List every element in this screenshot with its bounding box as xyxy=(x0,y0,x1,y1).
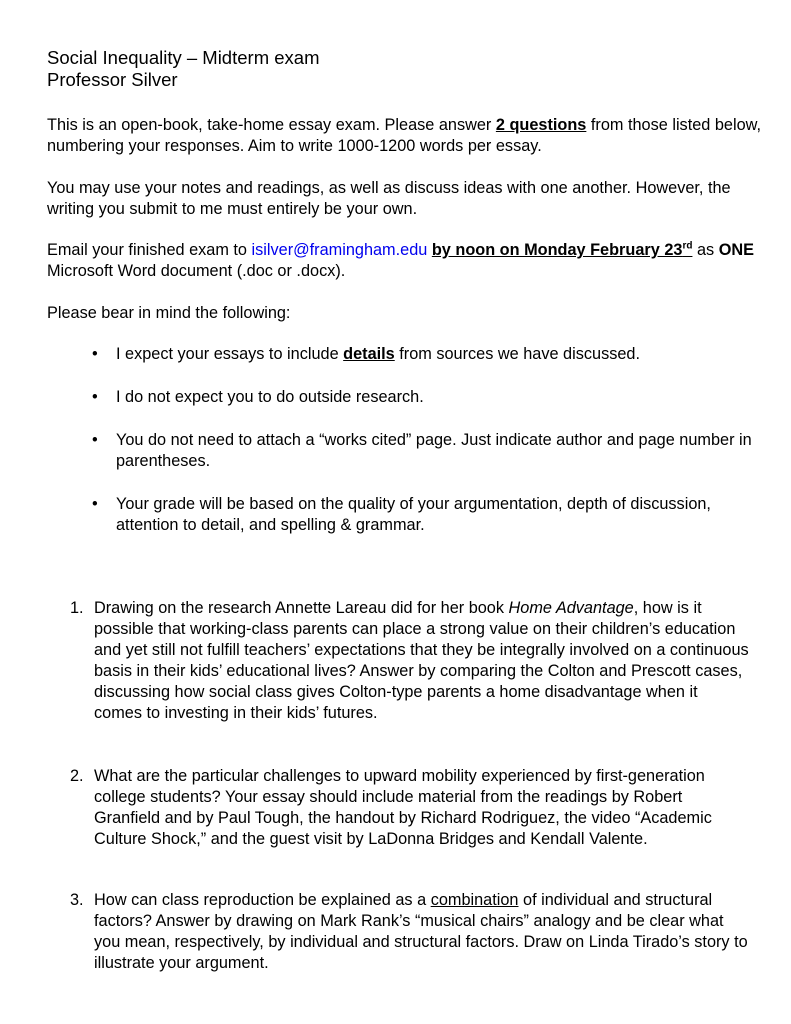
bullet-text: I do not expect you to do outside research. xyxy=(116,388,424,406)
deadline-emphasis xyxy=(432,241,693,259)
email-link[interactable]: isilver@framingham.edu xyxy=(251,241,428,259)
document-header xyxy=(47,47,319,91)
guidelines-list xyxy=(92,344,762,558)
guidelines-intro: Please bear in mind the following: xyxy=(47,304,291,322)
bullet-text: Your grade will be based on the quality of your argumentation, depth of discussion, attention to detail, and spelling & grammar. xyxy=(116,495,711,534)
intro-paragraph-1 xyxy=(47,115,767,157)
question-number: 1. xyxy=(70,599,84,617)
submission-paragraph xyxy=(47,240,767,282)
intro-text: This is an open-book, take-home essay exam. Please answer xyxy=(47,116,496,134)
deadline-text: by noon on Monday February 23 xyxy=(431,241,683,259)
question-count-emphasis: 2 questions xyxy=(495,116,587,134)
details-emphasis: details xyxy=(343,345,395,363)
question-1 xyxy=(70,598,750,724)
bullet-icon: • xyxy=(92,345,98,363)
intro-paragraph-2: You may use your notes and readings, as well as discuss ideas with one another. However, the writing you submit to me must entirely be your own. xyxy=(47,179,731,218)
submission-text: as xyxy=(692,241,719,259)
question-text: What are the particular challenges to upward mobility experienced by first-generation college students? Your essay should include material from the readings by Robert Granfield and by Paul Tough, the handout by Richard Rodriguez, the video “Academic Culture Shock,” and the guest visit by LaDonna Bridges and Kendall Valente. xyxy=(94,767,712,848)
intro-text: from those listed below, numbering your responses. Aim to write 1000-1200 words per essay. xyxy=(47,116,762,155)
document-author: Professor Silver xyxy=(47,69,178,90)
book-title: Home Advantage xyxy=(508,599,634,617)
one-emphasis: ONE xyxy=(718,241,754,259)
question-text: , how is it possible that working-class parents can place a strong value on their children’s education and yet still not fulfill teachers’ expectations that they be integrally involved on a continuous basis in their kids’ educational lives? Answer by comparing the Colton and Prescott cases, discussing how social class gives Colton-type parents a home disadvantage when it comes to investing in their kids’ futures. xyxy=(94,599,749,722)
ordinal-suffix: rd xyxy=(682,240,693,252)
combination-emphasis: combination xyxy=(430,891,519,909)
submission-text: Microsoft Word document (.doc or .docx). xyxy=(47,262,346,280)
question-text: How can class reproduction be explained as a xyxy=(94,891,431,909)
bullet-icon: • xyxy=(92,431,98,449)
document-title: Social Inequality – Midterm exam xyxy=(47,47,320,68)
question-number: 3. xyxy=(70,891,84,909)
bullet-text: I expect your essays to include xyxy=(116,345,344,363)
question-2 xyxy=(70,766,750,850)
list-item xyxy=(92,494,762,536)
submission-text: Email your finished exam to xyxy=(47,241,252,259)
list-item xyxy=(92,430,762,472)
bullet-text: from sources we have discussed. xyxy=(394,345,640,363)
list-item xyxy=(92,344,762,365)
question-text: Drawing on the research Annette Lareau did for her book xyxy=(94,599,509,617)
bullet-text: You do not need to attach a “works cited” page. Just indicate author and page number in parentheses. xyxy=(116,431,752,470)
question-3 xyxy=(70,890,750,974)
question-number: 2. xyxy=(70,767,84,785)
bullet-icon: • xyxy=(92,495,98,513)
question-text: of individual and structural factors? Answer by drawing on Mark Rank’s “musical chairs” analogy and be clear what you mean, respectively, by individual and structural factors. Draw on Linda Tirado’s story to illustrate your argument. xyxy=(94,891,748,972)
list-item xyxy=(92,387,762,408)
bullet-icon: • xyxy=(92,388,98,406)
